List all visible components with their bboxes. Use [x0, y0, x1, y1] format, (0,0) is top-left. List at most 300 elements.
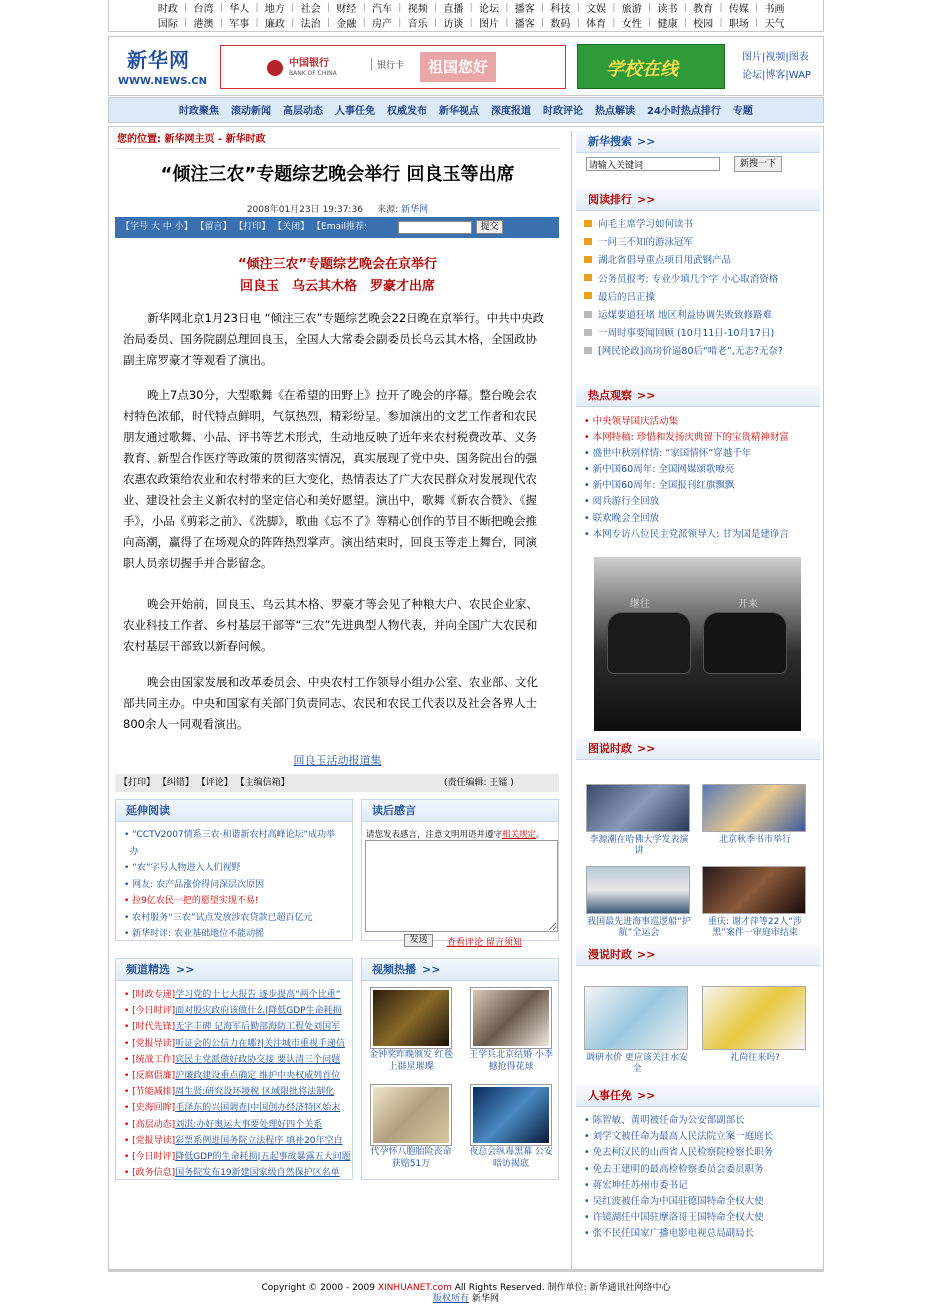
extended-reading-item[interactable]: [124, 844, 352, 861]
extended-reading-item[interactable]: [124, 910, 352, 927]
related-coverage-link[interactable]: 回良玉活动报道集: [293, 754, 382, 767]
top-nav-link[interactable]: 访谈: [443, 19, 464, 30]
channel-select-list: [116, 981, 352, 1181]
personnel-text[interactable]: 吴红波被任命为中国驻德国特命全权大使: [592, 1195, 764, 1207]
reading-ranking-item[interactable]: [576, 232, 820, 250]
footer-rights: All Rights Reserved. 制作单位: 新华通讯社网络中心: [451, 1283, 671, 1293]
top-nav-link[interactable]: 社会: [300, 4, 321, 15]
picture-news-title: 图说时政: [588, 742, 632, 755]
top-nav-link[interactable]: 国际: [157, 19, 178, 30]
chevron-right-icon: >>: [637, 193, 656, 206]
extended-reading-text[interactable]: 办: [129, 846, 139, 857]
nav-separator: |: [433, 17, 438, 28]
top-nav-link[interactable]: 旅游: [621, 4, 642, 15]
channel-select-tag[interactable]: [史海回眸]: [132, 1103, 176, 1114]
header-links-row-1[interactable]: 图片|视频|图表: [742, 52, 809, 63]
picture-item-1[interactable]: [586, 784, 692, 857]
channel-select-text[interactable]: 彩票系例进国务院立法程序 填补20年空白: [175, 1135, 343, 1146]
nav-separator: |: [469, 2, 473, 13]
bullet-icon: •: [584, 448, 593, 460]
top-nav-link[interactable]: 视频: [407, 4, 428, 15]
channel-select-item[interactable]: [124, 987, 352, 1003]
reading-ranking-text[interactable]: 运煤要道狂堵 地区利益协调失败致修路难: [598, 310, 773, 322]
channel-select-item[interactable]: [124, 1133, 352, 1149]
nav-separator: |: [648, 2, 652, 13]
hot-observation-title: 热点观察: [588, 389, 632, 402]
reading-ranking-text[interactable]: 最后的吕正操: [598, 291, 656, 303]
boc-english-name: BANK OF CHINA: [289, 70, 337, 77]
personnel-text[interactable]: 许镜湖任中国驻摩洛哥王国特命全权大使: [592, 1212, 764, 1224]
picture-caption[interactable]: 北京秋季书市举行: [718, 835, 791, 845]
extended-reading-text[interactable]: “农”字号人物进入人们视野: [132, 863, 241, 873]
channel-select-tag[interactable]: [党报导读]: [132, 1038, 176, 1049]
reading-ranking-item[interactable]: [576, 323, 820, 341]
video-title: 视频热播: [372, 963, 416, 976]
picture-item-4[interactable]: [702, 866, 808, 939]
reading-ranking-item[interactable]: [576, 214, 820, 232]
reading-ranking-text[interactable]: 一问三不知的游泳冠军: [598, 237, 694, 249]
site-logo-url[interactable]: WWW.NEWS.CN: [118, 76, 208, 87]
top-nav-link[interactable]: 教育: [693, 4, 714, 15]
comment-header: [362, 800, 558, 822]
nav-separator: |: [433, 2, 438, 13]
bullet-icon: •: [124, 1071, 133, 1082]
channel-select-tag[interactable]: [统战工作]: [132, 1054, 176, 1065]
nav-separator: |: [505, 17, 509, 28]
personnel-list: [576, 1107, 820, 1242]
nav-separator: |: [576, 17, 580, 28]
top-nav-link[interactable]: 播客: [514, 19, 535, 30]
comment-links[interactable]: 查看评论 留言须知: [447, 938, 522, 948]
comic-news: [576, 944, 820, 1074]
document-icon: [584, 256, 592, 263]
extended-reading-text[interactable]: 农村服务“三农”试点发放涉农贷款已超百亿元: [132, 912, 313, 923]
reading-ranking-text[interactable]: 公务员报考: 专业少填几个字 小心取消资格: [598, 273, 779, 285]
channel-select-text[interactable]: 沪廉政建设重点确定 维护中央权威列首位: [175, 1071, 341, 1082]
video-thumbnail[interactable]: [370, 987, 452, 1049]
footer-owner: 新华网: [469, 1294, 499, 1304]
channel-select-tag[interactable]: [今日时评]: [132, 1006, 176, 1017]
top-nav-link[interactable]: 图片: [479, 19, 500, 30]
car-ad-left-label: 继往: [630, 599, 650, 610]
hot-observation-item[interactable]: [576, 510, 820, 526]
personnel-text[interactable]: 刘学文被任命为最高人民法院立案一庭庭长: [592, 1131, 774, 1143]
channel-link[interactable]: 热点解读: [595, 106, 635, 117]
comment-textarea[interactable]: [365, 840, 558, 932]
nav-separator: |: [398, 2, 402, 13]
channel-select-tag[interactable]: [政务信息]: [132, 1168, 176, 1179]
nav-separator: |: [541, 17, 545, 28]
channel-select-tag[interactable]: [反腐倡廉]: [132, 1071, 176, 1082]
top-nav-link[interactable]: 房产: [371, 19, 392, 30]
channel-select-box: [115, 958, 353, 1180]
video-thumbnail[interactable]: [470, 987, 552, 1049]
picture-caption[interactable]: 李源潮在哈佛大学发表演讲: [589, 835, 689, 856]
bullet-icon: •: [584, 528, 593, 540]
email-recommend-input[interactable]: [398, 221, 472, 234]
comment-rules-link[interactable]: 相关规定: [502, 830, 537, 840]
channel-select-tag[interactable]: [时代先锋]: [132, 1022, 176, 1033]
channel-select-item[interactable]: [124, 1084, 352, 1100]
top-nav-link[interactable]: 廉政: [264, 19, 285, 30]
bullet-icon: •: [584, 1115, 593, 1126]
hot-observation-text[interactable]: 新中国60周年: 全国报刊红旗飘飘: [592, 480, 735, 492]
nav-separator: |: [469, 17, 473, 28]
channel-select-item[interactable]: [124, 1149, 352, 1165]
channel-select-item[interactable]: [124, 1019, 352, 1035]
extended-reading-box: [115, 799, 353, 941]
top-nav-link[interactable]: 书画: [764, 4, 785, 15]
channel-select-item[interactable]: [124, 1003, 352, 1019]
hot-observation-text[interactable]: 中央领导国庆活动集: [592, 416, 679, 427]
channel-link[interactable]: 专题: [732, 106, 753, 117]
reading-ranking-item[interactable]: [576, 287, 820, 305]
article-meta: [115, 202, 560, 215]
nav-separator: |: [184, 2, 188, 13]
reading-ranking-text[interactable]: 向毛主席学习如何读书: [598, 219, 694, 231]
channel-select-text[interactable]: 面对股灾政府该做什么|降低GDP生命耗损: [175, 1006, 342, 1017]
channel-select-text[interactable]: 宾民主党派做好政协交接 要认清三个问题: [175, 1054, 341, 1065]
bullet-icon: •: [584, 1195, 593, 1207]
personnel-appointments: [576, 1085, 820, 1242]
top-nav-link[interactable]: 华人: [229, 4, 250, 15]
channel-select-text[interactable]: 学习党的十七大报告 逐步提高“两个比重”: [175, 990, 341, 1000]
video-caption[interactable]: 金钟奖昨晚颁发 红毯上群星璀璨: [369, 1050, 453, 1072]
channel-link[interactable]: 新华视点: [439, 106, 479, 117]
hot-observation-text[interactable]: 新中国60周年: 全国网媒颂歌嘹亮: [592, 464, 735, 476]
nav-separator: |: [612, 2, 616, 13]
top-nav-link[interactable]: 时政: [157, 4, 178, 15]
nav-separator: |: [541, 2, 545, 13]
nav-separator: |: [683, 2, 687, 13]
top-nav-row-2: [109, 15, 823, 30]
car-image: [608, 613, 690, 673]
article-paragraph-3: 晚会开始前，回良玉、乌云其木格、罗豪才等会见了种粮大户、农民企业家、农业科技工作者、乡村基层干部等“三农”先进典型人物代表，并向全国广大农民和农村基层干部致以新春问候。: [123, 597, 538, 653]
bullet-icon: •: [584, 1147, 593, 1159]
top-nav-link[interactable]: 财经: [336, 4, 357, 15]
document-icon: [584, 292, 592, 299]
article-paragraph-1: 新华网北京1月23日电 “倾注三农”专题综艺晚会22日晚在京举行。中共中央政治局委员、国务院副总理回良玉，全国人大常委会副委员长乌云其木格，全国政协副主席罗豪才等观看了演出。: [123, 311, 545, 367]
hot-observation-item[interactable]: [576, 445, 820, 461]
reading-ranking-title: 阅读排行: [588, 193, 632, 206]
extended-reading-title: 延伸阅读: [126, 804, 170, 817]
channel-bar: [108, 97, 824, 123]
channel-select-tag[interactable]: [高层动态]: [132, 1119, 176, 1130]
comic-thumbnail[interactable]: [702, 986, 806, 1050]
bullet-icon: •: [124, 1103, 133, 1114]
channel-select-item[interactable]: [124, 1117, 352, 1133]
bullet-icon: •: [124, 990, 133, 1000]
top-nav-link[interactable]: 台湾: [193, 4, 214, 15]
article-paragraph-4: 晚会由国家发展和改革委员会、中央农村工作领导小组办公室、农业部、文化部共同主办。中央和国家有关部门负责同志、农民和农民工代表以及社会各界人士800余人一同观看演出。: [123, 675, 538, 731]
personnel-item[interactable]: [576, 1128, 820, 1144]
top-nav-link[interactable]: 法治: [300, 19, 321, 30]
video-thumbnail[interactable]: [370, 1084, 452, 1146]
video-box: [361, 958, 559, 1180]
reading-ranking-item[interactable]: [576, 305, 820, 323]
personnel-text[interactable]: 免去王建明的最高检检察委员会委员职务: [592, 1163, 764, 1175]
picture-news: [576, 738, 820, 938]
channel-select-text[interactable]: 国务院发布19新建国家级自然保护区名单: [175, 1168, 340, 1179]
channel-link[interactable]: 时政评论: [543, 106, 583, 117]
nav-separator: |: [576, 2, 580, 13]
video-item-4[interactable]: [470, 1084, 555, 1170]
search-button[interactable]: 新搜一下: [734, 156, 782, 172]
video-item-1[interactable]: [370, 987, 455, 1073]
picture-caption[interactable]: 我国最先进海事巡逻船“护航”全运会: [587, 917, 691, 938]
extended-reading-item[interactable]: [124, 877, 352, 894]
bullet-icon: •: [124, 1168, 133, 1179]
chevron-right-icon: >>: [176, 963, 195, 976]
reading-ranking-text[interactable]: 一周时事要闻回顾 (10月11日-10月17日): [598, 328, 775, 340]
hot-observation-text[interactable]: 盛世中秋别样情: “家国情怀”穿越千年: [592, 448, 752, 460]
top-nav-link[interactable]: 健康: [657, 19, 678, 30]
channel-select-text[interactable]: 毛泽东的兴国调查|中国创办经济特区始末: [175, 1103, 341, 1114]
top-nav-link[interactable]: 校园: [693, 19, 714, 30]
comment-send-button[interactable]: 发送: [404, 934, 433, 947]
video-thumbnail[interactable]: [470, 1084, 552, 1146]
extended-reading-text[interactable]: “CCTV2007情系三农·和谐新农村高峰论坛”成功举: [132, 830, 336, 840]
video-item-3[interactable]: [370, 1084, 455, 1170]
article-source[interactable]: 新华网: [401, 205, 429, 215]
bullet-icon: •: [124, 1022, 133, 1033]
footer-site-link[interactable]: XINHUANET.com: [377, 1283, 452, 1293]
top-nav-link[interactable]: 播客: [514, 4, 535, 15]
reading-ranking-list: [576, 211, 820, 360]
channel-select-tag[interactable]: [今日时评]: [132, 1152, 176, 1163]
channel-select-tag[interactable]: [党报导读]: [132, 1135, 176, 1146]
comic-news-title: 漫说时政: [588, 948, 632, 961]
comic-item-2[interactable]: [702, 986, 808, 1064]
hot-observation-item[interactable]: [576, 461, 820, 477]
boc-slogan: 祖国您好: [420, 52, 496, 82]
bullet-icon: •: [584, 480, 593, 492]
extended-reading-item[interactable]: [124, 926, 352, 943]
reading-ranking-item[interactable]: [576, 269, 820, 287]
top-nav-link[interactable]: 地方: [264, 4, 285, 15]
personnel-text[interactable]: 免去柯汉民的山西省人民检察院检察长职务: [592, 1147, 774, 1159]
personnel-item[interactable]: [576, 1193, 820, 1209]
boc-card-label: 银行卡: [371, 58, 404, 71]
comic-news-header: [576, 944, 820, 966]
hot-observation-item[interactable]: [576, 429, 820, 445]
header-links[interactable]: [742, 49, 811, 85]
bullet-icon: •: [124, 1135, 133, 1146]
picture-caption[interactable]: 重庆: 谢才萍等22人“涉黑”案件一审庭审结束: [707, 917, 802, 938]
header-links-row-2[interactable]: 论坛|博客|WAP: [742, 70, 811, 81]
hot-observation-item[interactable]: [576, 413, 820, 429]
top-nav-link[interactable]: 数码: [550, 19, 571, 30]
source-label: 来源:: [377, 205, 399, 215]
bullet-icon: •: [584, 1179, 593, 1191]
top-nav-link[interactable]: 读书: [657, 4, 678, 15]
nav-separator: |: [326, 2, 330, 13]
personnel-item[interactable]: [576, 1209, 820, 1225]
top-nav-link[interactable]: 体育: [586, 19, 607, 30]
picture-thumbnail[interactable]: [586, 866, 690, 914]
xinhua-search: [576, 131, 820, 179]
site-logo[interactable]: 新华网: [127, 48, 190, 72]
nav-separator: |: [683, 17, 687, 28]
video-item-2[interactable]: [470, 987, 555, 1073]
video-caption[interactable]: 王学兵北京结婚 小李撼抢得花球: [469, 1050, 553, 1072]
top-nav-link[interactable]: 论坛: [479, 4, 500, 15]
bullet-icon: •: [584, 416, 593, 427]
bullet-icon: •: [124, 1119, 133, 1130]
picture-item-2[interactable]: [702, 784, 808, 846]
document-icon: [584, 220, 592, 227]
channel-select-text[interactable]: 降低GDP的生命耗损|五起事故暴露五大问题: [175, 1152, 351, 1163]
video-caption[interactable]: 夜总会纵毒黑幕 公安暗访揭底: [469, 1147, 553, 1169]
channel-select-item[interactable]: [124, 1068, 352, 1084]
article-date: 2008年01月23日 19:37:36: [246, 205, 363, 215]
hot-observation-item[interactable]: [576, 477, 820, 493]
bank-of-china-banner[interactable]: [220, 45, 566, 89]
extended-reading-item[interactable]: [124, 893, 352, 910]
top-nav-link[interactable]: 职场: [728, 19, 749, 30]
extended-reading-text[interactable]: 新华时评: 农业基础地位不能动摇: [132, 929, 265, 939]
channel-select-text[interactable]: 周生贤:研究设环境税 区域限批将法制化: [175, 1087, 335, 1098]
picture-news-header: [576, 738, 820, 760]
bullet-icon: •: [124, 1054, 133, 1065]
channel-select-item[interactable]: [124, 1036, 352, 1052]
email-submit-button[interactable]: 提交: [476, 220, 503, 234]
channel-select-text[interactable]: 无字丰碑 记海军后勤部海防工程处刘国军: [175, 1022, 341, 1033]
channel-link[interactable]: 高层动态: [283, 106, 323, 117]
breadcrumb[interactable]: 您的位置: 新华网主页 - 新华时政: [115, 131, 560, 149]
top-nav-link[interactable]: 文娱: [586, 4, 607, 15]
reading-ranking-item[interactable]: [576, 250, 820, 268]
bullet-icon: •: [124, 1087, 133, 1098]
article-subtitle-2: 回良玉 乌云其木格 罗豪才出席: [239, 279, 435, 294]
channel-select-text[interactable]: 听证会的公信力在哪?|关注城市重视手递信: [175, 1038, 346, 1049]
personnel-header: [576, 1085, 820, 1107]
top-nav-link[interactable]: 金融: [336, 19, 357, 30]
video-header: [362, 959, 558, 981]
document-icon: [584, 311, 592, 318]
hot-observation-item[interactable]: [576, 526, 820, 542]
search-input[interactable]: [586, 157, 720, 171]
channel-select-text[interactable]: 刘淇:办好奥运大事要处理好四个关系: [175, 1119, 323, 1130]
channel-select-tag[interactable]: [时政专递]: [132, 990, 176, 1000]
footer-copyright: Copyright © 2000 - 2009: [261, 1283, 378, 1293]
personnel-item[interactable]: [576, 1144, 820, 1160]
channel-link[interactable]: 人事任免: [335, 106, 375, 117]
nav-separator: |: [505, 2, 509, 13]
channel-select-title: 频道精选: [126, 963, 170, 976]
comic-caption[interactable]: 礼尚往来吗?: [730, 1053, 780, 1063]
top-nav-link[interactable]: 军事: [229, 19, 250, 30]
picture-thumbnail[interactable]: [586, 784, 690, 832]
extended-reading-item[interactable]: [124, 860, 352, 877]
channel-link[interactable]: 24小时热点排行: [647, 106, 721, 117]
top-nav-link[interactable]: 音乐: [407, 19, 428, 30]
footer-copyright-link[interactable]: 版权所有: [433, 1294, 470, 1304]
bullet-icon: •: [124, 879, 133, 890]
chevron-right-icon: >>: [637, 948, 656, 961]
top-nav-row-1: [109, 0, 823, 15]
top-nav-link[interactable]: 直播: [443, 4, 464, 15]
bullet-icon: •: [124, 863, 133, 873]
hot-observation-text[interactable]: 联欢晚会全回放: [592, 512, 660, 524]
personnel-item[interactable]: [576, 1112, 820, 1128]
top-nav-link[interactable]: 天气: [764, 19, 785, 30]
car-advertisement[interactable]: [594, 557, 801, 731]
channel-select-item[interactable]: [124, 1100, 352, 1116]
toolbar-options[interactable]: 【字号 大 中 小】 【留言】 【打印】 【关闭】 【Email推荐:: [121, 222, 368, 232]
personnel-text[interactable]: 张不民任国家广播电影电视总局副局长: [592, 1228, 755, 1240]
picture-thumbnail[interactable]: [702, 866, 806, 914]
channel-select-item[interactable]: [124, 1052, 352, 1068]
personnel-item[interactable]: [576, 1161, 820, 1177]
hot-observation-text[interactable]: 本网特稿: 珍惜和发扬庆典留下的宝贵精神财富: [592, 432, 789, 444]
picture-item-3[interactable]: [586, 866, 692, 939]
nav-separator: |: [219, 2, 223, 13]
reading-ranking-text[interactable]: 湖北省倡导重点项目用武钢产品: [598, 255, 732, 267]
document-icon: [584, 238, 592, 245]
channel-link[interactable]: 深度报道: [491, 106, 531, 117]
boc-name: 中国银行: [289, 58, 329, 69]
extended-reading-item[interactable]: [124, 827, 352, 844]
responsible-editor: (责任编辑: 王镭 ): [444, 778, 514, 788]
reading-ranking-text[interactable]: [网民论政]高房价逼80后“啃老”,无志?无奈?: [598, 346, 783, 358]
chevron-right-icon: >>: [637, 742, 656, 755]
article-subtitle-1: “倾注三农”专题综艺晚会在京举行: [237, 257, 438, 272]
extended-reading-text[interactable]: 网友: 农产品涨价得问深层次原因: [132, 879, 265, 890]
reading-ranking-item[interactable]: [576, 341, 820, 359]
video-caption[interactable]: 代孕怀八胞胎险丧命获赔51万: [370, 1147, 452, 1169]
channel-link[interactable]: 权威发布: [387, 106, 427, 117]
bullet-icon: •: [124, 830, 133, 840]
nav-separator: |: [362, 2, 366, 13]
channel-select-item[interactable]: [124, 1165, 352, 1181]
school-online-title: 学校在线: [606, 59, 678, 80]
comic-thumbnail[interactable]: [584, 986, 688, 1050]
top-nav-link[interactable]: 科技: [550, 4, 571, 15]
picture-thumbnail[interactable]: [702, 784, 806, 832]
comic-item-1[interactable]: [584, 986, 690, 1075]
comic-caption[interactable]: 调研水价 更应该关注水安全: [586, 1053, 688, 1074]
bullet-icon: •: [584, 512, 593, 524]
bullet-icon: •: [584, 432, 593, 444]
personnel-text[interactable]: 蒋宏坤任苏州市委书记: [592, 1179, 688, 1191]
channel-link[interactable]: 时政聚焦: [179, 106, 219, 117]
boc-logo-icon: [267, 60, 283, 76]
article-paragraph-2: 晚上7点30分，大型歌舞《在希望的田野上》拉开了晚会的序幕。整台晚会农村特色浓郁，时代特点鲜明，气氛热烈，精彩纷呈。参加演出的文艺工作者和农民朋友通过歌舞、小品、评书等艺术形式，生动地反映了近年来农村税费改革、义务教育、新型合作医疗等政策的贯彻落实情况，真实展现了党中央、国务院出台的强农惠农政策给农业和农村带来的巨大变化，热情表达了广大农民群众对发展现代农业、建设社会主义新农村的坚定信心和美好愿望。演出中，歌舞《新农合赞》、《握手》，小品《剪彩之前》、《洗脚》，歌曲《忘不了》等精心创作的节目不断把晚会推向高潮，赢得了在场观众的阵阵热烈掌声。演出结束时，回良玉等走上舞台，同演职人员亲切握手并合影留念。: [123, 388, 537, 570]
top-nav-link[interactable]: 港澳: [193, 19, 214, 30]
channel-link[interactable]: 滚动新闻: [231, 106, 271, 117]
extended-reading-text[interactable]: 拉9亿农民一把的愿望实现不易!: [132, 896, 259, 906]
article-tools[interactable]: 【打印】 【纠错】 【评论】 【主编信箱】: [119, 778, 290, 788]
top-nav-link[interactable]: 传媒: [728, 4, 749, 15]
school-online-banner[interactable]: [577, 44, 725, 89]
top-nav-link[interactable]: 女性: [621, 19, 642, 30]
channel-select-tag[interactable]: [节能减排]: [132, 1087, 176, 1098]
personnel-item[interactable]: [576, 1225, 820, 1241]
hot-observation-text[interactable]: 本网专访八位民主党派领导人: 甘为国是建诤言: [592, 528, 789, 540]
hot-observation-header: [576, 385, 820, 407]
hot-observation-text[interactable]: 阅兵游行全回放: [592, 496, 660, 508]
channel-list: [179, 102, 765, 117]
reading-ranking-header: [576, 189, 820, 211]
comment-title: 读后感言: [372, 804, 416, 817]
personnel-item[interactable]: [576, 1177, 820, 1193]
personnel-text[interactable]: 陈智敏、黄明被任命为公安部副部长: [592, 1115, 745, 1126]
hot-observation-item[interactable]: [576, 493, 820, 509]
top-nav-link[interactable]: 汽车: [371, 4, 392, 15]
bullet-icon: •: [584, 464, 593, 476]
article-toolbar: [115, 217, 559, 238]
